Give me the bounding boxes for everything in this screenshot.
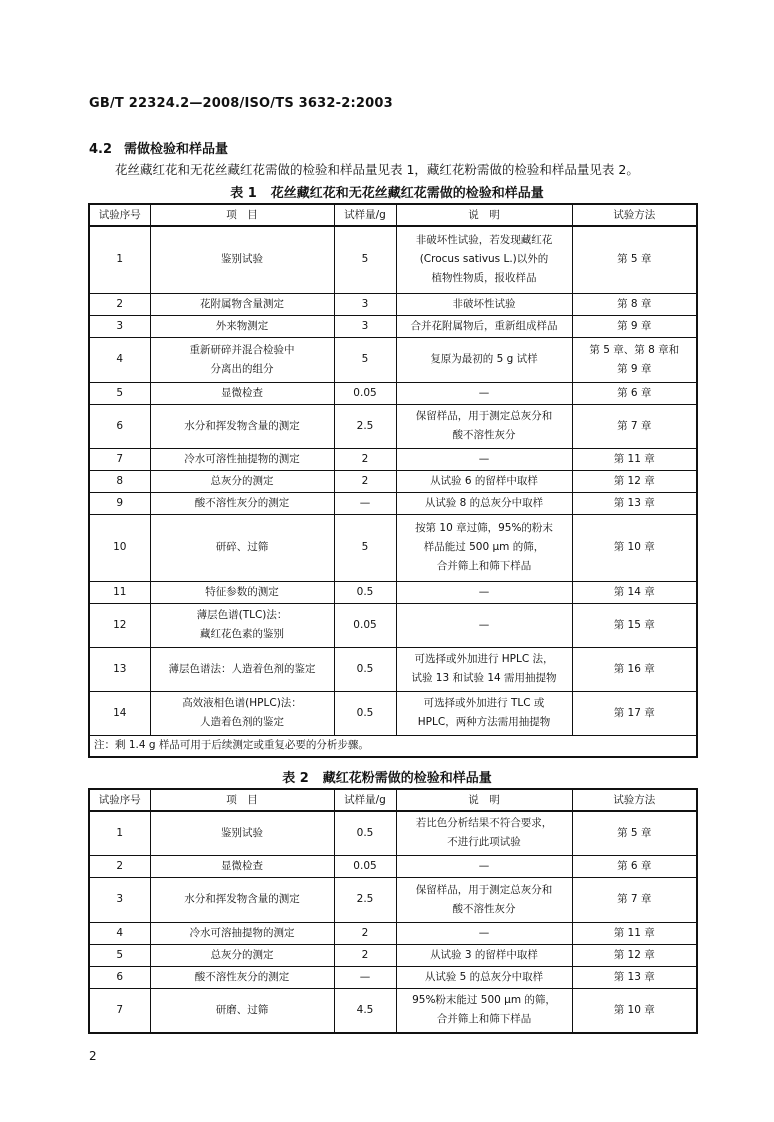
item-cell bbox=[150, 988, 334, 1033]
item-cell bbox=[150, 922, 334, 944]
test-number-cell: 2 bbox=[89, 855, 150, 877]
item-cell-line: 鉴别试验 bbox=[221, 253, 263, 266]
item-cell bbox=[150, 404, 334, 448]
item-cell-line: 藏红花色素的鉴别 bbox=[200, 628, 284, 640]
sample-amount-cell: 4.5 bbox=[334, 988, 396, 1033]
sample-amount-cell: 0.5 bbox=[334, 811, 396, 855]
method-cell bbox=[572, 293, 697, 315]
description-cell-line: 植物性物质，报收样品 bbox=[431, 272, 537, 285]
sample-amount-cell: 0.05 bbox=[334, 603, 396, 647]
method-cell-line: 第 13 章 bbox=[613, 496, 655, 509]
test-number-cell: 4 bbox=[89, 337, 150, 382]
method-cell bbox=[572, 470, 697, 492]
item-cell bbox=[150, 691, 334, 735]
table-row bbox=[89, 315, 697, 337]
item-cell bbox=[150, 470, 334, 492]
method-cell bbox=[572, 603, 697, 647]
item-cell-line: 显微检查 bbox=[221, 386, 263, 399]
description-cell bbox=[396, 514, 572, 581]
item-cell bbox=[150, 226, 334, 293]
method-cell-line: 第 6 章 bbox=[617, 386, 652, 399]
description-cell bbox=[396, 293, 572, 315]
description-cell-line: 若比色分析结果不符合要求， bbox=[415, 817, 553, 830]
method-cell-line: 第 17 章 bbox=[613, 706, 655, 719]
description-cell bbox=[396, 448, 572, 470]
sample-amount-cell: — bbox=[334, 492, 396, 514]
description-cell-line: 样品能过 500 μm 的筛， bbox=[423, 541, 545, 553]
description-cell bbox=[396, 382, 572, 404]
item-cell bbox=[150, 514, 334, 581]
method-cell bbox=[572, 988, 697, 1033]
test-number-cell: 5 bbox=[89, 944, 150, 966]
sample-amount-cell: — bbox=[334, 966, 396, 988]
description-cell-line: 保留样品，用于测定总灰分和 bbox=[415, 883, 553, 896]
description-cell-line: 非破坏性试验 bbox=[452, 297, 516, 310]
sample-amount-cell: 3 bbox=[334, 315, 396, 337]
table-row bbox=[89, 603, 697, 647]
sample-amount-cell: 0.5 bbox=[334, 691, 396, 735]
method-cell bbox=[572, 691, 697, 735]
description-cell bbox=[396, 404, 572, 448]
method-cell bbox=[572, 315, 697, 337]
description-cell bbox=[396, 811, 572, 855]
sample-amount-cell: 2.5 bbox=[334, 404, 396, 448]
method-cell bbox=[572, 226, 697, 293]
description-cell bbox=[396, 647, 572, 691]
item-cell bbox=[150, 293, 334, 315]
item-cell-line: 花附属物含量测定 bbox=[200, 297, 284, 310]
test-number-cell: 12 bbox=[89, 603, 150, 647]
table-row bbox=[89, 966, 697, 988]
method-cell bbox=[572, 581, 697, 603]
description-cell-line: 保留样品，用于测定总灰分和 bbox=[415, 410, 553, 422]
item-cell-line: 分离出的组分 bbox=[210, 362, 274, 375]
sample-amount-cell: 3 bbox=[334, 293, 396, 315]
test-number-cell: 2 bbox=[89, 293, 150, 315]
item-cell-line: 鉴别试验 bbox=[221, 826, 263, 839]
description-cell-line: — bbox=[478, 386, 490, 399]
item-cell bbox=[150, 448, 334, 470]
item-cell-line: 高效液相色谱(HPLC)法： bbox=[182, 697, 302, 709]
table-row bbox=[89, 691, 697, 735]
method-cell-line: 第 10 章 bbox=[613, 541, 655, 553]
method-cell-line: 第 14 章 bbox=[613, 585, 655, 598]
description-cell-line: — bbox=[478, 452, 490, 465]
sample-amount-cell: 0.5 bbox=[334, 647, 396, 691]
column-header: 说 明 bbox=[396, 204, 572, 226]
sample-amount-cell: 2 bbox=[334, 944, 396, 966]
table-row bbox=[89, 492, 697, 514]
sample-amount-cell: 5 bbox=[334, 226, 396, 293]
table-row bbox=[89, 922, 697, 944]
method-cell-line: 第 7 章 bbox=[617, 419, 652, 432]
item-cell bbox=[150, 382, 334, 404]
method-cell bbox=[572, 811, 697, 855]
table-row bbox=[89, 944, 697, 966]
sample-amount-cell: 0.5 bbox=[334, 581, 396, 603]
sample-amount-cell: 5 bbox=[334, 514, 396, 581]
method-cell-line: 第 5 章 bbox=[617, 826, 652, 839]
column-header: 项 目 bbox=[150, 789, 334, 811]
description-cell-line: 从试验 3 的留样中取样 bbox=[430, 948, 538, 961]
description-cell bbox=[396, 603, 572, 647]
test-number-cell: 1 bbox=[89, 226, 150, 293]
column-header: 试验序号 bbox=[89, 789, 150, 811]
column-header: 试验方法 bbox=[572, 789, 697, 811]
method-cell-line: 第 8 章 bbox=[617, 297, 652, 310]
table2 bbox=[88, 788, 698, 1034]
table-row bbox=[89, 811, 697, 855]
table-header-row bbox=[89, 204, 697, 226]
table-note: 注：剩 1.4 g 样品可用于后续测定或重复必要的分析步骤。 bbox=[89, 735, 697, 757]
item-cell bbox=[150, 944, 334, 966]
method-cell bbox=[572, 492, 697, 514]
item-cell bbox=[150, 337, 334, 382]
method-cell bbox=[572, 944, 697, 966]
table-row bbox=[89, 581, 697, 603]
description-cell-line: 95%粉末能过 500 μm 的筛， bbox=[412, 994, 556, 1007]
table-row bbox=[89, 404, 697, 448]
table-row bbox=[89, 470, 697, 492]
method-cell-line: 第 5 章、第 8 章和 bbox=[589, 343, 680, 356]
test-number-cell: 8 bbox=[89, 470, 150, 492]
description-cell bbox=[396, 470, 572, 492]
description-cell-line: 酸不溶性灰分 bbox=[452, 902, 516, 915]
table-note-row bbox=[89, 735, 697, 757]
test-number-cell: 13 bbox=[89, 647, 150, 691]
item-cell-line: 薄层色谱法：人造着色剂的鉴定 bbox=[168, 662, 316, 675]
table-row bbox=[89, 448, 697, 470]
method-cell bbox=[572, 922, 697, 944]
column-header: 试验方法 bbox=[572, 204, 697, 226]
method-cell bbox=[572, 382, 697, 404]
method-cell-line: 第 7 章 bbox=[617, 893, 652, 905]
item-cell-line: 冷水可溶抽提物的测定 bbox=[189, 926, 295, 939]
column-header: 试验序号 bbox=[89, 204, 150, 226]
item-cell-line: 人造着色剂的鉴定 bbox=[200, 716, 284, 728]
table1 bbox=[88, 203, 698, 758]
description-cell bbox=[396, 337, 572, 382]
item-cell-line: 冷水可溶性抽提物的测定 bbox=[184, 452, 300, 465]
description-cell-line: HPLC，两种方法需用抽提物 bbox=[417, 716, 551, 728]
sample-amount-cell: 0.05 bbox=[334, 382, 396, 404]
test-number-cell: 7 bbox=[89, 448, 150, 470]
table-row bbox=[89, 226, 697, 293]
item-cell-line: 重新研碎并混合检验中 bbox=[189, 343, 295, 356]
item-cell-line: 显微检查 bbox=[221, 859, 263, 872]
table1-title: 花丝藏红花和无花丝藏红花需做的检验和样品量 bbox=[270, 186, 544, 201]
method-cell bbox=[572, 877, 697, 922]
test-number-cell: 4 bbox=[89, 922, 150, 944]
test-number-cell: 14 bbox=[89, 691, 150, 735]
test-number-cell: 9 bbox=[89, 492, 150, 514]
description-cell-line: 合并筛上和筛下样品 bbox=[436, 1013, 532, 1026]
item-cell bbox=[150, 811, 334, 855]
description-cell-line: 试验 13 和试验 14 需用抽提物 bbox=[411, 672, 557, 684]
method-cell-line: 第 11 章 bbox=[613, 926, 655, 939]
description-cell-line: 按第 10 章过筛，95%的粉末 bbox=[415, 522, 553, 534]
method-cell-line: 第 12 章 bbox=[613, 948, 655, 961]
item-cell bbox=[150, 855, 334, 877]
method-cell-line: 第 9 章 bbox=[617, 319, 652, 332]
test-number-cell: 11 bbox=[89, 581, 150, 603]
section-number: 4.2 bbox=[89, 142, 113, 157]
sample-amount-cell: 2 bbox=[334, 922, 396, 944]
description-cell-line: 可选择或外加进行 TLC 或 bbox=[423, 697, 545, 709]
method-cell-line: 第 10 章 bbox=[613, 1003, 655, 1016]
item-cell-line: 特征参数的测定 bbox=[205, 585, 279, 598]
method-cell-line: 第 16 章 bbox=[613, 662, 655, 675]
item-cell-line: 酸不溶性灰分的测定 bbox=[194, 496, 290, 509]
method-cell bbox=[572, 855, 697, 877]
method-cell bbox=[572, 337, 697, 382]
description-cell bbox=[396, 922, 572, 944]
column-header: 试样量/g bbox=[334, 204, 396, 226]
sample-amount-cell: 2 bbox=[334, 470, 396, 492]
description-cell-line: 酸不溶性灰分 bbox=[452, 429, 516, 441]
method-cell bbox=[572, 966, 697, 988]
table-row bbox=[89, 855, 697, 877]
item-cell-line: 研磨、过筛 bbox=[215, 1003, 269, 1016]
test-number-cell: 7 bbox=[89, 988, 150, 1033]
item-cell bbox=[150, 966, 334, 988]
item-cell bbox=[150, 647, 334, 691]
method-cell bbox=[572, 404, 697, 448]
item-cell bbox=[150, 315, 334, 337]
table1-caption bbox=[0, 182, 774, 201]
item-cell-line: 研碎、过筛 bbox=[215, 541, 269, 553]
sample-amount-cell: 5 bbox=[334, 337, 396, 382]
item-cell-line: 外来物测定 bbox=[215, 319, 269, 332]
description-cell bbox=[396, 944, 572, 966]
table-row bbox=[89, 382, 697, 404]
description-cell bbox=[396, 966, 572, 988]
item-cell bbox=[150, 492, 334, 514]
description-cell-line: 非破坏性试验，若发现藏红花 bbox=[415, 234, 553, 247]
item-cell-line: 总灰分的测定 bbox=[210, 474, 274, 487]
method-cell bbox=[572, 514, 697, 581]
description-cell-line: 从试验 6 的留样中取样 bbox=[430, 474, 538, 487]
method-cell bbox=[572, 448, 697, 470]
table-row bbox=[89, 647, 697, 691]
method-cell-line: 第 12 章 bbox=[613, 474, 655, 487]
method-cell-line: 第 15 章 bbox=[613, 618, 655, 631]
description-cell bbox=[396, 315, 572, 337]
table2-label: 表 2 bbox=[282, 771, 309, 786]
item-cell-line: 总灰分的测定 bbox=[210, 948, 274, 961]
description-cell-line: — bbox=[478, 585, 490, 598]
method-cell-line: 第 5 章 bbox=[617, 253, 652, 266]
test-number-cell: 5 bbox=[89, 382, 150, 404]
description-cell-line: 不进行此项试验 bbox=[447, 836, 521, 849]
test-number-cell: 3 bbox=[89, 315, 150, 337]
section-title: 需做检验和样品量 bbox=[124, 142, 229, 157]
description-cell bbox=[396, 855, 572, 877]
description-cell-line: 复原为最初的 5 g 试样 bbox=[430, 353, 538, 365]
table-header-row bbox=[89, 789, 697, 811]
page-number: 2 bbox=[89, 1049, 97, 1063]
column-header: 说 明 bbox=[396, 789, 572, 811]
item-cell bbox=[150, 603, 334, 647]
table-row bbox=[89, 988, 697, 1033]
item-cell-line: 薄层色谱(TLC)法： bbox=[196, 609, 288, 621]
item-cell-line: 水分和挥发物含量的测定 bbox=[184, 419, 300, 432]
standard-header: GB/T 22324.2—2008/ISO/TS 3632-2:2003 bbox=[89, 96, 393, 111]
description-cell bbox=[396, 226, 572, 293]
description-cell bbox=[396, 691, 572, 735]
item-cell bbox=[150, 581, 334, 603]
method-cell-line: 第 9 章 bbox=[617, 362, 652, 375]
method-cell-line: 第 11 章 bbox=[613, 452, 655, 465]
intro-paragraph: 花丝藏红花和无花丝藏红花需做的检验和样品量见表 1，藏红花粉需做的检验和样品量见表 2。 bbox=[115, 162, 639, 177]
description-cell-line: — bbox=[478, 926, 490, 939]
section-heading bbox=[89, 138, 228, 157]
test-number-cell: 1 bbox=[89, 811, 150, 855]
sample-amount-cell: 2 bbox=[334, 448, 396, 470]
column-header: 试样量/g bbox=[334, 789, 396, 811]
sample-amount-cell: 2.5 bbox=[334, 877, 396, 922]
description-cell-line: 合并筛上和筛下样品 bbox=[436, 560, 532, 572]
column-header: 项 目 bbox=[150, 204, 334, 226]
item-cell bbox=[150, 877, 334, 922]
table-row bbox=[89, 337, 697, 382]
description-cell-line: (Crocus sativus L.)以外的 bbox=[419, 253, 549, 266]
table2-caption bbox=[0, 767, 774, 786]
description-cell bbox=[396, 877, 572, 922]
item-cell-line: 水分和挥发物含量的测定 bbox=[184, 893, 300, 905]
test-number-cell: 10 bbox=[89, 514, 150, 581]
description-cell-line: — bbox=[478, 859, 490, 872]
table-row bbox=[89, 293, 697, 315]
description-cell bbox=[396, 492, 572, 514]
table1-label: 表 1 bbox=[230, 186, 257, 201]
method-cell-line: 第 6 章 bbox=[617, 859, 652, 872]
description-cell-line: 可选择或外加进行 HPLC 法， bbox=[414, 653, 554, 665]
table-row bbox=[89, 514, 697, 581]
description-cell-line: 从试验 5 的总灰分中取样 bbox=[424, 970, 544, 983]
method-cell bbox=[572, 647, 697, 691]
test-number-cell: 6 bbox=[89, 404, 150, 448]
item-cell-line: 酸不溶性灰分的测定 bbox=[194, 970, 290, 983]
table2-title: 藏红花粉需做的检验和样品量 bbox=[322, 771, 492, 786]
description-cell bbox=[396, 988, 572, 1033]
test-number-cell: 3 bbox=[89, 877, 150, 922]
description-cell-line: — bbox=[478, 618, 490, 631]
table-row bbox=[89, 877, 697, 922]
description-cell bbox=[396, 581, 572, 603]
test-number-cell: 6 bbox=[89, 966, 150, 988]
description-cell-line: 从试验 8 的总灰分中取样 bbox=[424, 496, 544, 509]
description-cell-line: 合并花附属物后，重新组成样品 bbox=[410, 319, 558, 332]
method-cell-line: 第 13 章 bbox=[613, 970, 655, 983]
sample-amount-cell: 0.05 bbox=[334, 855, 396, 877]
